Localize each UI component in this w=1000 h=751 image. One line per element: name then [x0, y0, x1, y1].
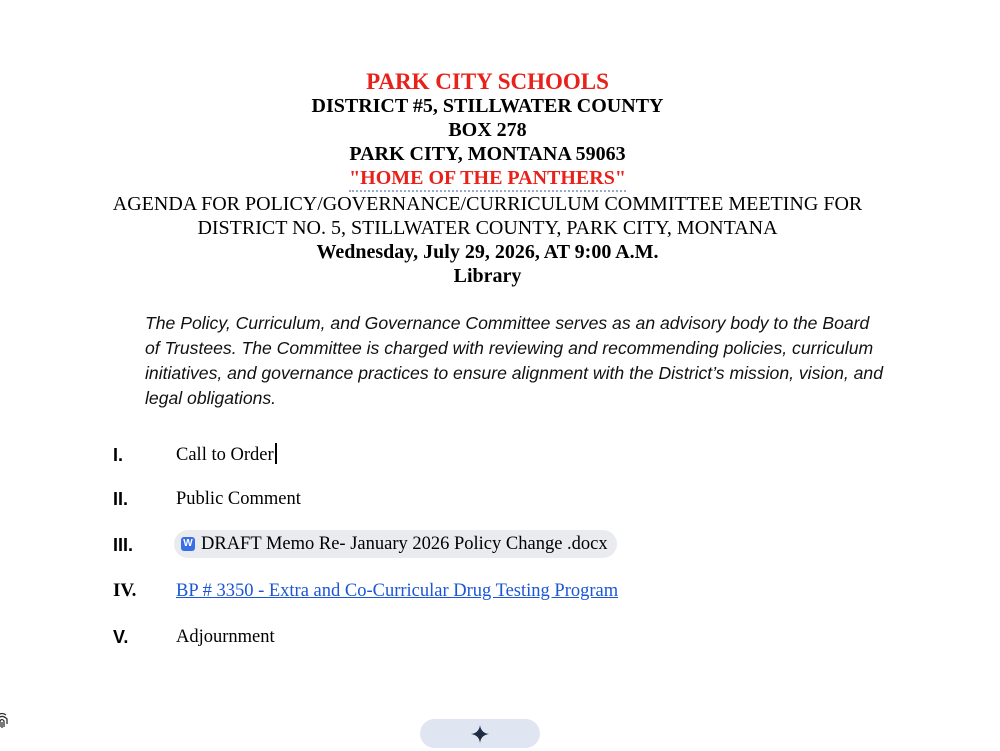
agenda-item-label: Call to Order [176, 445, 274, 465]
agenda-numeral: IV. [113, 580, 137, 601]
agenda-item-text[interactable] [176, 442, 277, 468]
draft-memo-file-chip[interactable] [174, 530, 617, 558]
agenda-title-line-2: DISTRICT NO. 5, STILLWATER COUNTY, PARK CITY, MONTANA [197, 217, 778, 239]
meeting-location: Library [453, 265, 522, 287]
agenda-numeral: III. [113, 535, 134, 555]
school-name: PARK CITY SCHOOLS [366, 69, 609, 94]
agenda-item-public-comment [0, 486, 1000, 516]
agenda-item-draft-memo [0, 532, 1000, 562]
district-line: DISTRICT #5, STILLWATER COUNTY [311, 95, 664, 117]
agenda-numeral: II. [113, 489, 129, 509]
agenda-item-bp-3350 [0, 578, 1000, 608]
agenda-title-line-1: AGENDA FOR POLICY/GOVERNANCE/CURRICULUM COMMITTEE MEETING FOR [112, 193, 863, 215]
agenda-item-adjournment [0, 624, 1000, 654]
meeting-datetime: Wednesday, July 29, 2026, AT 9:00 A.M. [316, 241, 659, 263]
agenda-item-text[interactable]: Public Comment [176, 489, 301, 509]
fingerprint-icon[interactable] [0, 712, 9, 730]
city-line: PARK CITY, MONTANA 59063 [349, 143, 626, 165]
word-doc-icon: W [181, 537, 195, 551]
agenda-item-call-to-order [0, 442, 1000, 472]
agenda-item-text[interactable]: Adjournment [176, 627, 275, 647]
document-header [0, 70, 975, 288]
file-chip-label: DRAFT Memo Re- January 2026 Policy Change .docx [201, 533, 608, 554]
mission-statement: The Policy, Curriculum, and Governance Committee serves as an advisory body to the Board of Trustees. The Committee is charged with reviewing and recommending policies, curriculum initiatives, and governance practices to ensure alignment with the District’s mission, vision, and legal obligations. [145, 313, 883, 408]
bp-3350-link[interactable]: BP # 3350 - Extra and Co-Curricular Drug Testing Program [176, 581, 619, 601]
motto-text: "HOME OF THE PANTHERS" [349, 166, 626, 192]
sparkle-icon [470, 724, 490, 744]
motto-line [0, 166, 975, 192]
agenda-numeral: I. [113, 445, 124, 465]
box-line: BOX 278 [448, 119, 527, 141]
gemini-assist-button[interactable] [420, 719, 540, 748]
text-cursor [275, 443, 277, 464]
agenda-numeral: V. [113, 627, 129, 647]
